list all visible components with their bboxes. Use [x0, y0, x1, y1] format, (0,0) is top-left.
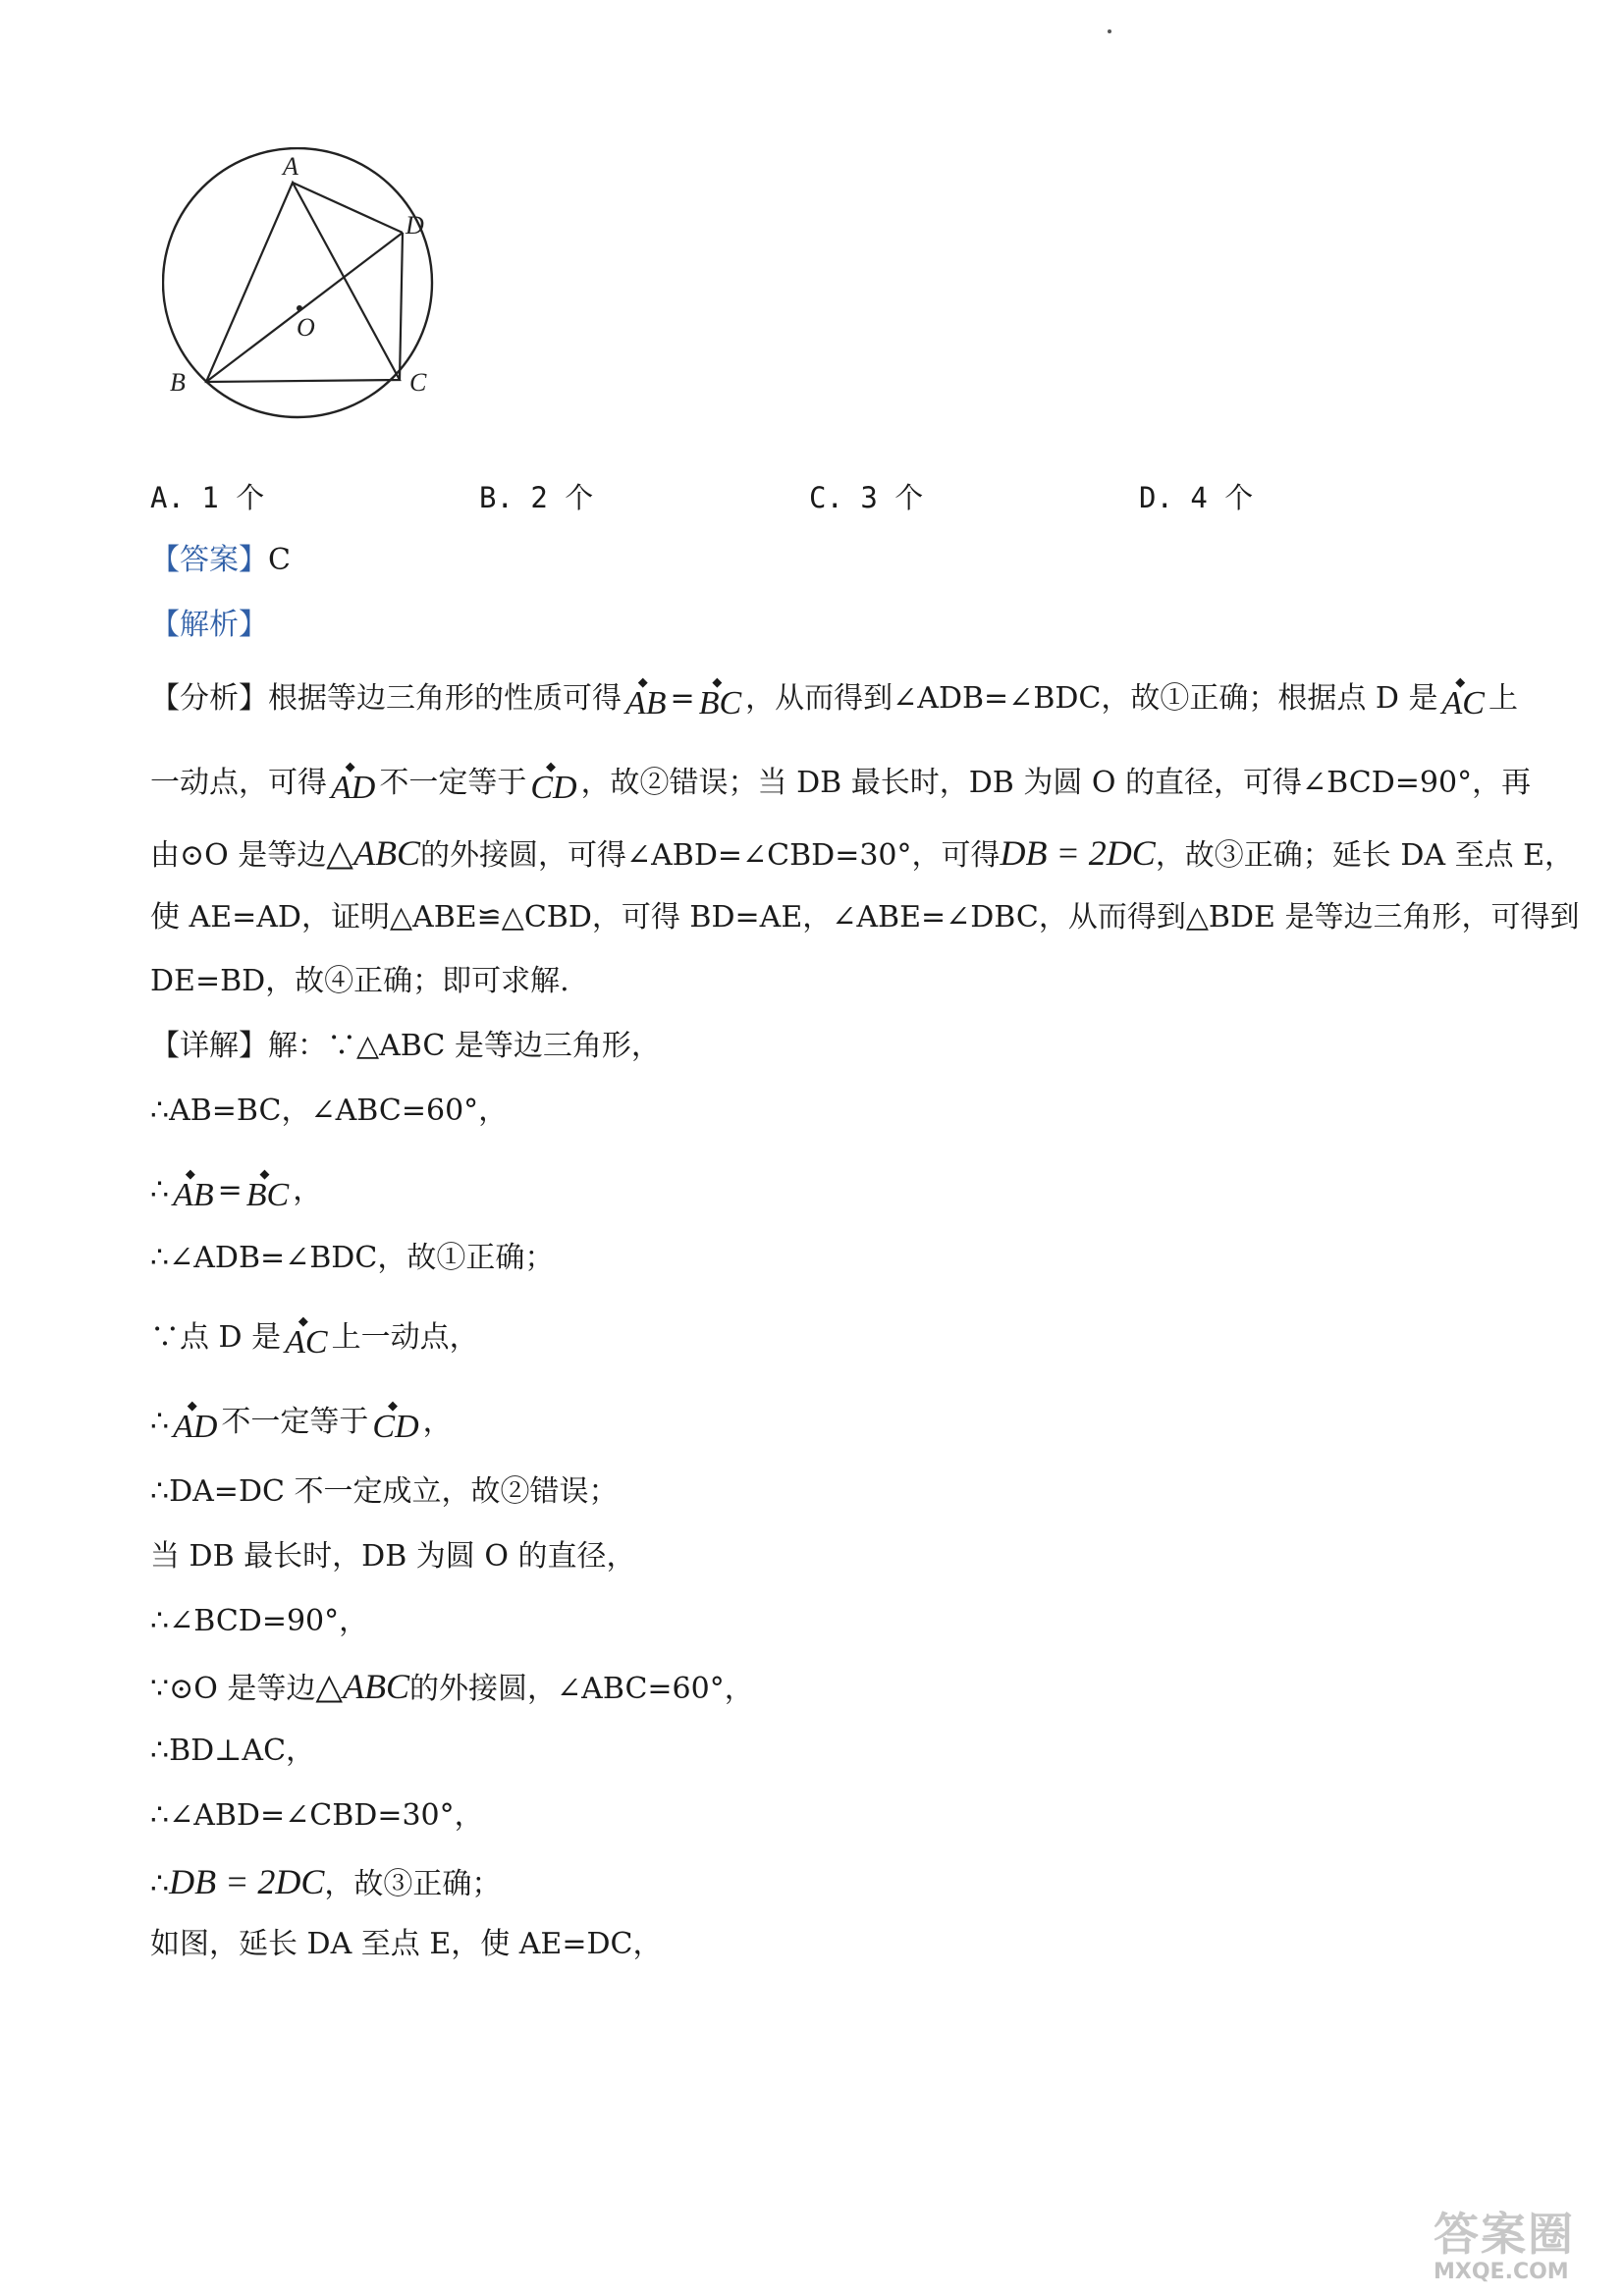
- center-point-o: [297, 305, 302, 311]
- xiangjie-line-10: ∵⊙O 是等边△ABC的外接圆，∠ABC=60°，: [150, 1667, 754, 1706]
- segment-ad: [293, 183, 403, 233]
- answer-line: [150, 541, 291, 580]
- xiangjie-line-3: ∴◆ AB =◆ BC ，: [150, 1171, 322, 1215]
- fenxi-line-3: 由⊙O 是等边△ABC的外接圆，可得∠ABD=∠CBD=30°，可得DB = 2DC，故③正确；延长 DA 至点 E，: [150, 833, 1575, 873]
- fenxi-line-4: 使 AE=AD，证明△ABE≌△CBD，可得 BD=AE，∠ABE=∠DBC，从而得到△BDE 是等边三角形，可得到: [150, 900, 1580, 934]
- page-dot: [1108, 29, 1111, 33]
- xiangjie-line-11: ∴BD⊥AC，: [150, 1734, 316, 1768]
- segment-dc: [400, 233, 403, 380]
- xiangjie-line-6: ∴◆ AD 不一定等于◆ CD ，: [150, 1403, 453, 1447]
- arc-ad: ◆ AD: [331, 769, 375, 808]
- arc-bc: ◆ BC: [699, 684, 741, 723]
- segment-bd: [206, 233, 403, 382]
- arc-cd: ◆ CD: [530, 769, 576, 808]
- xiangjie-line-13: ∴DB = 2DC，故③正确；: [150, 1862, 502, 1901]
- label-c: C: [409, 368, 427, 397]
- arc-ac: ◆ AC: [1442, 684, 1485, 723]
- circle-figure: [162, 147, 457, 442]
- label-b: B: [170, 368, 186, 397]
- xiangjie-line-12: ∴∠ABD=∠CBD=30°，: [150, 1798, 484, 1833]
- label-o: O: [297, 313, 315, 342]
- label-a: A: [283, 152, 298, 181]
- fenxi-line-2: 一动点，可得◆ AD 不一定等于◆ CD ，故②错误；当 DB 最长时，DB 为圆 O 的直径，可得∠BCD=90°，再: [150, 764, 1531, 808]
- option-b: B. 2 个: [479, 481, 594, 514]
- xiangjie-line-4: ∴∠ADB=∠BDC，故①正确；: [150, 1241, 555, 1275]
- xiangjie-line-14: 如图，延长 DA 至点 E，使 AE=DC，: [150, 1927, 663, 1961]
- answer-tag: 【答案】: [150, 543, 268, 577]
- arc-ab: ◆ AB: [625, 684, 667, 723]
- xiangjie-line-9: ∴∠BCD=90°，: [150, 1604, 369, 1638]
- option-c: C. 3 个: [809, 481, 924, 514]
- analysis-heading: 【解析】: [150, 608, 268, 642]
- xiangjie-line-5: ∵点 D 是◆ AC 上一动点，: [150, 1318, 479, 1362]
- option-d: D. 4 个: [1139, 481, 1254, 514]
- watermark-logo: 答案圈: [1434, 2208, 1575, 2261]
- triangle-abc: [206, 183, 400, 382]
- xiangjie-line-2: ∴AB=BC，∠ABC=60°，: [150, 1094, 509, 1128]
- option-a: A. 1 个: [150, 481, 265, 514]
- xiangjie-line-1: 【详解】解：∵△ABC 是等边三角形，: [150, 1029, 661, 1063]
- answer-value: C: [268, 543, 291, 577]
- label-d: D: [406, 211, 424, 240]
- watermark: [1434, 2199, 1610, 2287]
- fenxi-line-1: 【分析】根据等边三角形的性质可得◆ AB =◆ BC ，从而得到∠ADB=∠BDC，故①正确；根据点 D 是◆ AC 上: [150, 679, 1518, 723]
- xiangjie-line-8: 当 DB 最长时，DB 为圆 O 的直径，: [150, 1539, 636, 1574]
- xiangjie-line-7: ∴DA=DC 不一定成立，故②错误；: [150, 1474, 619, 1509]
- watermark-url: MXQE.COM: [1434, 2260, 1569, 2284]
- fenxi-line-5: DE=BD，故④正确；即可求解.: [150, 964, 569, 998]
- circle-o: [163, 148, 432, 417]
